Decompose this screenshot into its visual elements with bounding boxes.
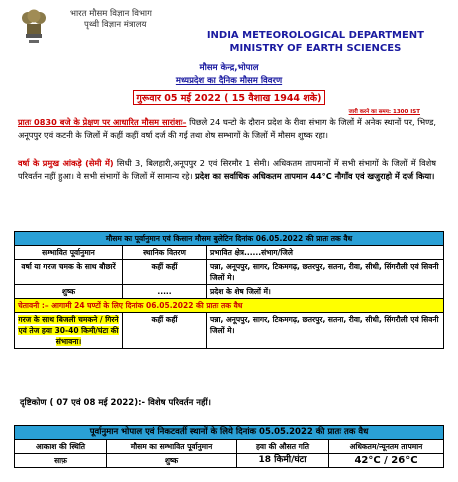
col-distribution: स्थानिक वितरण: [123, 246, 207, 260]
bhopal-header-row: [15, 440, 444, 454]
temp-text: अधिकतम तापमानों में सभी संभागों के जिलों में विशेष परिवर्तन नहीं हुआ। वे सभी संभागों के जिलों में सामान्य रहे।: [18, 158, 436, 181]
table-row: [15, 260, 444, 285]
rain-figures: [18, 157, 436, 182]
summary-label: प्रातः 0830 बजे के प्रेक्षण पर आधारित मौसम सारांशः–: [18, 117, 187, 127]
warning-title: चेतावनी :– आगामी 24 घण्टों के लिए दिनांक 06.05.2022 की प्रातः तक वैध: [15, 299, 444, 313]
row-area: प्रदेश के शेष जिलों में।: [207, 285, 444, 299]
row-distribution: कहीं कहीं: [123, 260, 207, 285]
col-forecast: मौसम का सम्भावित पूर्वानुमान: [107, 440, 237, 454]
col-wind: हवा की औसत गति: [237, 440, 329, 454]
forecast-bulletin-table: [14, 231, 444, 349]
warning-title-row: [15, 299, 444, 313]
temp-value: 42°C / 26°C: [329, 454, 444, 468]
outlook: दृष्टिकोण ( 07 एवं 08 मई 2022):- विशेष परिवर्तन नहीं।: [20, 398, 211, 408]
col-sky: आकाश की स्थिति: [15, 440, 107, 454]
weather-summary: [18, 116, 436, 141]
col-forecast: सम्भावित पूर्वानुमान: [15, 246, 123, 260]
bulletin-header-row: [15, 246, 444, 260]
warning-distribution: कहीं कहीं: [123, 313, 207, 349]
col-area: प्रभावित क्षेत्र......संभाग/जिले: [207, 246, 444, 260]
table-row: [15, 454, 444, 468]
warning-forecast: गरज के साथ बिजली चमकने / गिरने एवं तेज हवा 30-40 किमी/घंटा की संभावना।: [15, 313, 123, 349]
forecast-value: शुष्क: [107, 454, 237, 468]
warning-area: पन्ना, अनूपपुर, सागर, टिकमगढ़, छतरपुर, सतना, रीवा, सीधी, सिंगरौली एवं सिवनी जिलों मे।: [207, 313, 444, 349]
office-name: मौसम केन्द्र,भोपाल: [199, 63, 259, 73]
report-date: गुरूवार 05 मई 2022 ( 15 वैशाख 1944 शके): [0, 90, 458, 105]
warning-label: चेतावनी :–: [18, 301, 49, 310]
bhopal-title-row: [15, 426, 444, 440]
row-forecast: वर्षा या गरज चमक के साथ बौछारें: [15, 260, 123, 285]
rain-text: सिधी 3, बिलहारी,अनूपपुर 2 एवं सिरमौर 1 सेमी।: [116, 158, 270, 168]
org-hindi: भारत मौसम विज्ञान विभाग पृथ्वी विज्ञान मंत्रालय: [70, 9, 152, 30]
issue-time: जारी करने का समय: 1300 IST: [348, 109, 420, 115]
org-english: INDIA METEOROLOGICAL DEPARTMENT MINISTRY OF EARTH SCIENCES: [206, 30, 424, 54]
bhopal-title: पूर्वानुमान भोपाल एवं निकटवर्ती स्थानों के लिये दिनांक 05.05.2022 की प्रातः तक वैध: [15, 426, 444, 440]
summary-text: पिछले 24 घन्टो के दौरान प्रदेश के रीवा संभाग के जिलों में अनेक स्थानों पर, भिण्ड, अनूपपुर एवं कटनी के जिलों में कहीं कहीं वर्षा दर्ज की गई तथा शेष सम्भागों के जिलों में मौसम शुष्क रहा।: [18, 117, 437, 140]
report-title: मध्यप्रदेश का दैनिक मौसम विवरण: [175, 76, 283, 86]
table-row: [15, 285, 444, 299]
col-temp: अधिकतम/न्यूनतम तापमान: [329, 440, 444, 454]
max-temp-text: प्रदेश का सर्वाधिक अधिकतम तापमान 44°C नौगाँव एवं खजुराहो में दर्ज किया।: [195, 170, 435, 181]
row-area: पन्ना, अनूपपुर, सागर, टिकमगढ़, छतरपुर, सतना, रीवा, सीधी, सिंगरौली एवं सिवनी जिलों मे।: [207, 260, 444, 285]
bulletin-title: मौसम का पूर्वानुमान एवं किसान मौसम बुलेटिन दिनांक 06.05.2022 की प्रातः तक वैध: [15, 232, 444, 246]
bulletin-title-row: [15, 232, 444, 246]
sky-value: साफ़: [15, 454, 107, 468]
bhopal-forecast-table: [14, 425, 444, 468]
row-forecast: शुष्क: [15, 285, 123, 299]
row-distribution: .....: [123, 285, 207, 299]
wind-value: 18 किमी/घंटा: [237, 454, 329, 468]
rain-label: वर्षा के प्रमुख आंकड़े (सेमी में): [18, 158, 114, 168]
national-emblem-icon: [18, 4, 50, 44]
warning-row: [15, 313, 444, 349]
